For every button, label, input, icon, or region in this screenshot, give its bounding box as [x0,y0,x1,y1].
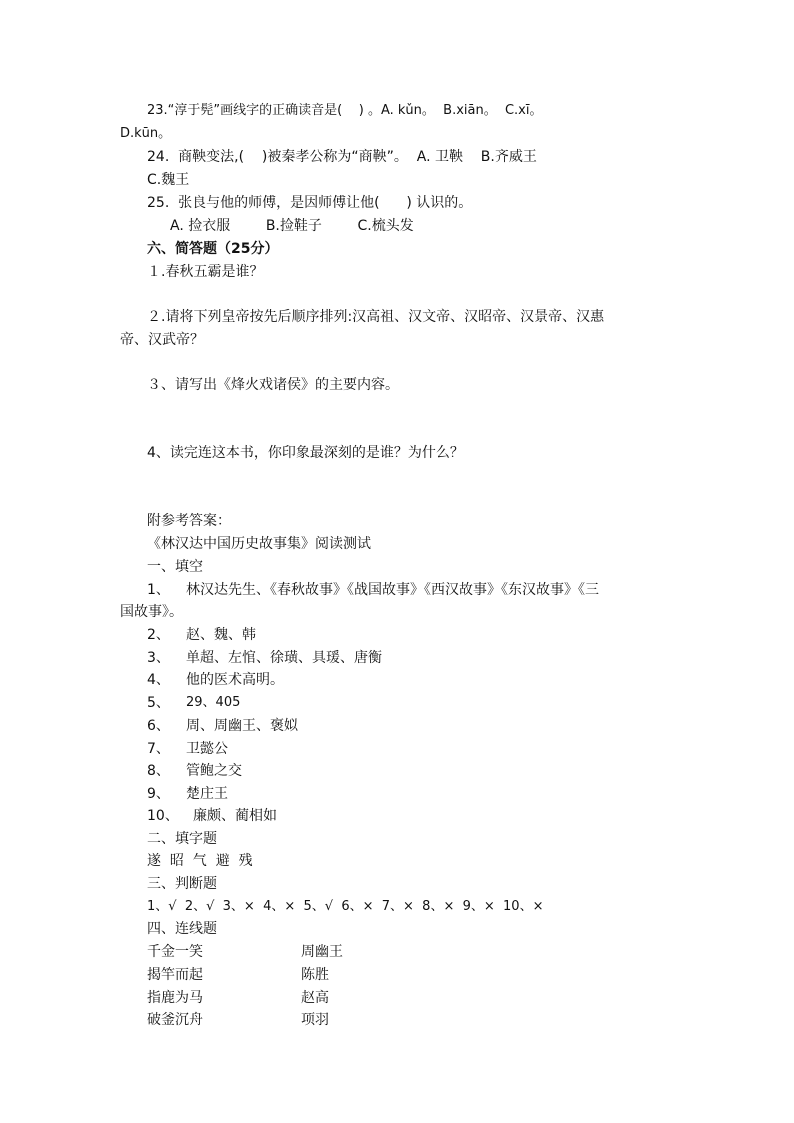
section6-q2-line2: 帝、汉武帝？ [120,332,204,348]
fill-answer-7-text: 卫懿公 [186,741,228,757]
fill-answer-3-text: 单超、左悺、徐璜、具瑗、唐衡 [186,650,382,666]
match-left-1: 千金一笑 [147,944,203,960]
answers-judge-title: 三、判断题 [147,876,217,892]
fill-answer-1-text: 林汉达先生、《春秋故事》《战国故事》《西汉故事》《东汉故事》《三 [186,582,599,598]
section6-q3: ３、请写出《烽火戏诸侯》的主要内容。 [147,377,399,393]
q25-options: A. 捡衣服 B.捡鞋子 C.梳头发 [170,218,414,234]
answers-word-title: 二、填字题 [147,831,217,847]
match-left-3: 指鹿为马 [147,990,203,1006]
match-right-1: 周幽王 [301,944,343,960]
fill-answer-8-text: 管鲍之交 [186,763,242,779]
fill-answer-1-cont: 国故事》。 [120,604,183,620]
match-left-2: 揭竿而起 [147,967,203,983]
answers-match-title: 四、连线题 [147,921,217,937]
section6-title: 六、简答题（25分） [147,241,279,257]
fill-answer-8-num: 8、 [147,763,170,779]
q24-line2: C.魏王 [147,172,190,188]
answers-words: 遂 昭 气 避 残 [147,853,253,869]
section6-q2-line1: ２.请将下列皇帝按先后顺序排列:汉高祖、汉文帝、汉昭帝、汉景帝、汉惠 [147,309,605,325]
fill-answer-6-text: 周、周幽王、褒姒 [186,718,298,734]
answers-test-title: 《林汉达中国历史故事集》阅读测试 [147,536,371,552]
fill-answer-6-num: 6、 [147,718,170,734]
fill-answer-10-text: 廉颇、蔺相如 [193,808,277,824]
section6-q4: 4、读完连这本书，你印象最深刻的是谁？为什么？ [147,445,464,461]
fill-answer-10-num: 10、 [147,808,179,824]
fill-answer-9-text: 楚庄王 [186,786,228,802]
q25-line1: 25. 张良与他的师傅，是因师傅让他( ) 认识的。 [147,195,473,211]
match-right-2: 陈胜 [301,967,329,983]
q23-line2: D.kūn。 [120,126,172,141]
fill-answer-2-num: 2、 [147,627,170,643]
fill-answer-7-num: 7、 [147,741,170,757]
q23-line1: 23.“淳于髡”画线字的正确读音是( ) 。A. kǔn。 B.xiān。 C.xī。 [147,103,543,118]
answers-header: 附参考答案： [147,513,231,529]
fill-answer-3-num: 3、 [147,650,170,666]
match-right-3: 赵高 [301,990,329,1006]
answers-judge: 1、√ 2、√ 3、× 4、× 5、√ 6、× 7、× 8、× 9、× 10、× [147,899,544,914]
answers-fill-title: 一、填空 [147,559,203,575]
fill-answer-2-text: 赵、魏、韩 [186,627,256,643]
fill-answer-9-num: 9、 [147,786,170,802]
q24-line1: 24. 商鞅变法,( )被秦孝公称为“商鞅”。 A. 卫鞅 B.齐威王 [147,149,537,165]
fill-answer-5-text: 29、405 [186,695,241,710]
section6-q1: １.春秋五霸是谁？ [147,264,264,280]
fill-answer-5-num: 5、 [147,695,170,711]
fill-answer-4-text: 他的医术高明。 [186,672,284,688]
fill-answer-4-num: 4、 [147,672,170,688]
match-left-4: 破釜沉舟 [147,1012,203,1028]
fill-answer-1-num: 1、 [147,582,170,598]
match-right-4: 项羽 [301,1012,329,1028]
